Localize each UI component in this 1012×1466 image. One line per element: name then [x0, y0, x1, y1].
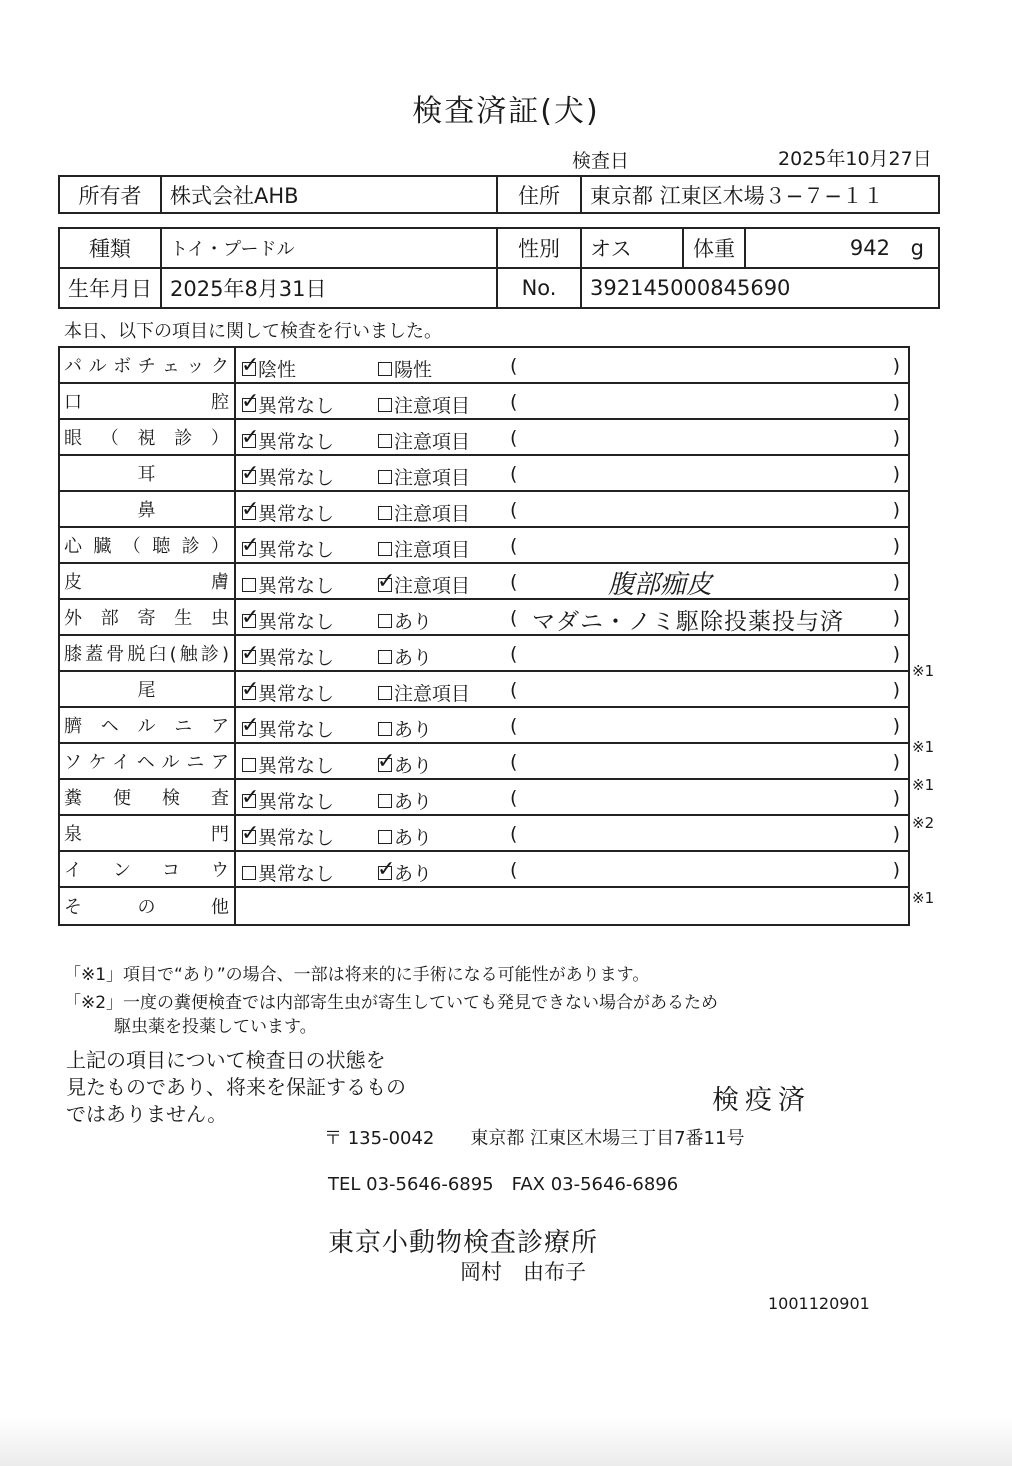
owner-value: 株式会社AHB: [161, 176, 497, 213]
birth-label: 生年月日: [59, 268, 161, 308]
pet-table: [58, 227, 940, 309]
check-table: [58, 346, 910, 926]
paren-open: (: [510, 499, 518, 521]
checkmark-icon: ✓: [241, 533, 260, 558]
option-1[interactable]: [242, 499, 334, 526]
check-row: [59, 743, 909, 779]
checkmark-icon: ✓: [241, 677, 260, 702]
checkbox-icon[interactable]: [241, 425, 260, 450]
quarantine-stamp: 検疫済: [712, 1085, 811, 1116]
paren-open: (: [510, 463, 518, 485]
option-1-label: 異常なし: [258, 863, 335, 885]
paren-open: (: [510, 607, 518, 629]
other-label: その他: [59, 887, 235, 925]
checkbox-icon[interactable]: [241, 533, 260, 558]
check-item-label: インコウ: [59, 851, 235, 887]
check-row: [59, 419, 909, 455]
check-result: [235, 419, 909, 455]
paren-open: (: [510, 355, 518, 377]
checkbox-icon[interactable]: [241, 353, 260, 378]
option-2[interactable]: [378, 751, 432, 778]
checkmark-icon: ✓: [241, 497, 260, 522]
weight-label: 体重: [683, 228, 745, 268]
check-item-label: 心臓（聴診）: [59, 527, 235, 563]
checkbox-icon[interactable]: [241, 641, 260, 666]
option-2[interactable]: [378, 643, 432, 670]
paren-open: (: [510, 679, 518, 701]
checkbox-icon[interactable]: [241, 389, 260, 414]
checkbox-icon[interactable]: [378, 650, 392, 664]
footnote-2: 「※2」一度の糞便検査では内部寄生虫が寄生していても発見できない場合があるため: [64, 993, 719, 1013]
paren-open: (: [510, 391, 518, 413]
check-item-label: 膝蓋骨脱臼(触診): [59, 635, 235, 671]
check-result: [235, 383, 909, 419]
checkmark-icon: ✓: [241, 389, 260, 414]
checkmark-icon: ✓: [377, 749, 396, 774]
option-1-label: 異常なし: [258, 611, 335, 633]
option-2-label: あり: [394, 863, 433, 885]
check-item-label: パルボチェック: [59, 347, 235, 383]
checkbox-icon[interactable]: [241, 461, 260, 486]
paren-close: ): [892, 859, 900, 881]
checkmark-icon: ✓: [241, 353, 260, 378]
option-1[interactable]: [242, 643, 334, 670]
check-row: [59, 347, 909, 383]
document-title: 検査済証(犬): [412, 94, 600, 129]
declaration-line-2: 見たものであり、将来を保証するもの: [66, 1075, 406, 1099]
option-1[interactable]: [242, 859, 334, 886]
check-row: [59, 851, 909, 887]
paren-open: (: [510, 787, 518, 809]
paren-close: ): [892, 391, 900, 413]
paren-open: (: [510, 715, 518, 737]
paren-close: ): [892, 787, 900, 809]
option-2-label: 注意項目: [394, 575, 471, 597]
paren-close: ): [892, 607, 900, 629]
paren-open: (: [510, 859, 518, 881]
checkbox-icon[interactable]: [378, 542, 392, 556]
option-1-label: 異常なし: [258, 719, 335, 741]
checkbox-icon[interactable]: [241, 497, 260, 522]
option-2-label: あり: [394, 647, 433, 669]
paren-close: ): [892, 643, 900, 665]
paren-close: ): [892, 355, 900, 377]
option-1-label: 陰性: [258, 359, 297, 381]
check-result: [235, 743, 909, 779]
checkbox-icon[interactable]: [378, 398, 392, 412]
option-2[interactable]: [378, 715, 432, 742]
checkmark-icon: ✓: [241, 425, 260, 450]
option-2-label: あり: [394, 827, 433, 849]
vet-name: 岡村 由布子: [460, 1260, 586, 1284]
footnote-1: 「※1」項目で“あり”の場合、一部は将来的に手術になる可能性があります。: [64, 965, 650, 985]
declaration-line-3: ではありません。: [66, 1102, 228, 1126]
checkmark-icon: ✓: [241, 605, 260, 630]
paren-close: ): [892, 427, 900, 449]
option-1-label: 異常なし: [258, 683, 335, 705]
option-2[interactable]: [378, 859, 432, 886]
check-result: [235, 815, 909, 851]
address-label: 住所: [497, 176, 581, 213]
checkbox-icon[interactable]: [377, 749, 396, 774]
option-1-label: 異常なし: [258, 539, 335, 561]
checkmark-icon: ✓: [241, 713, 260, 738]
check-result: [235, 347, 909, 383]
check-item-label: 臍ヘルニア: [59, 707, 235, 743]
option-2[interactable]: [378, 607, 432, 634]
checkbox-icon[interactable]: [242, 866, 256, 880]
check-result: [235, 455, 909, 491]
check-item-label: 耳: [59, 455, 235, 491]
checkbox-icon[interactable]: [377, 569, 396, 594]
paren-close: ): [892, 823, 900, 845]
check-result: [235, 671, 909, 707]
no-label: No.: [497, 268, 581, 308]
checkbox-icon[interactable]: [378, 686, 392, 700]
option-2[interactable]: [378, 823, 432, 850]
checkmark-icon: ✓: [241, 461, 260, 486]
option-1-label: 異常なし: [258, 755, 335, 777]
check-result: [235, 491, 909, 527]
result-note: 腹部痂皮: [608, 570, 713, 599]
check-result: [235, 779, 909, 815]
checkbox-icon[interactable]: [378, 614, 392, 628]
checkbox-icon[interactable]: [378, 362, 392, 376]
clinic-address: 〒 135-0042 東京都 江東区木場三丁目7番11号: [324, 1128, 745, 1149]
option-1[interactable]: [242, 463, 334, 490]
check-item-label: 糞便検査: [59, 779, 235, 815]
footnote-mark: ※1: [912, 775, 935, 794]
check-row: [59, 455, 909, 491]
option-1-label: 異常なし: [258, 467, 335, 489]
weight-cell: [745, 228, 939, 268]
check-row: [59, 635, 909, 671]
paren-open: (: [510, 643, 518, 665]
paren-open: (: [510, 823, 518, 845]
option-2-label: 注意項目: [394, 467, 471, 489]
checkbox-icon[interactable]: [241, 821, 260, 846]
check-row: [59, 563, 909, 599]
option-2[interactable]: [378, 391, 470, 418]
birth-value: 2025年8月31日: [161, 268, 497, 308]
checkbox-icon[interactable]: [242, 578, 256, 592]
option-2-label: あり: [394, 611, 433, 633]
option-2[interactable]: [378, 571, 470, 598]
type-value: トイ・プードル: [161, 228, 497, 268]
check-row: [59, 491, 909, 527]
check-result: [235, 635, 909, 671]
paren-close: ): [892, 571, 900, 593]
check-row: [59, 527, 909, 563]
option-1-label: 異常なし: [258, 791, 335, 813]
check-row: [59, 815, 909, 851]
check-item-label: 外部寄生虫: [59, 599, 235, 635]
option-1-label: 異常なし: [258, 395, 335, 417]
option-2[interactable]: [378, 787, 432, 814]
checkbox-icon[interactable]: [378, 506, 392, 520]
other-value: [235, 887, 909, 925]
weight-value: 942: [849, 236, 890, 260]
paren-close: ): [892, 535, 900, 557]
check-row: [59, 707, 909, 743]
sex-label: 性別: [497, 228, 581, 268]
footnote-mark: ※1: [912, 738, 935, 756]
option-2-label: 注意項目: [394, 683, 471, 705]
intro-text: 本日、以下の項目に関して検査を行いました。: [64, 321, 442, 342]
option-1[interactable]: [242, 427, 334, 454]
clinic-phone: TEL 03-5646-6895 FAX 03-5646-6896: [328, 1174, 679, 1195]
check-item-label: 口腔: [59, 383, 235, 419]
paren-open: (: [510, 427, 518, 449]
weight-unit: g: [910, 236, 924, 260]
option-1-label: 異常なし: [258, 827, 335, 849]
option-1[interactable]: [242, 607, 334, 634]
paren-close: ): [892, 751, 900, 773]
paren-close: ): [892, 499, 900, 521]
option-2-label: 注意項目: [394, 503, 471, 525]
option-1[interactable]: [242, 535, 334, 562]
option-1[interactable]: [242, 751, 334, 778]
sex-value: オス: [581, 228, 683, 268]
check-row: [59, 779, 909, 815]
address-value: 東京都 江東区木場３−７−１１: [581, 176, 939, 213]
option-1-label: 異常なし: [258, 647, 335, 669]
checkmark-icon: ✓: [377, 569, 396, 594]
checkmark-icon: ✓: [241, 821, 260, 846]
checkbox-icon[interactable]: [241, 713, 260, 738]
footnote-mark: ※1: [912, 889, 935, 908]
option-2[interactable]: [378, 463, 470, 490]
checkmark-icon: ✓: [241, 641, 260, 666]
option-1[interactable]: [242, 355, 296, 382]
footnote-mark: ※2: [912, 813, 935, 832]
option-1[interactable]: [242, 679, 334, 706]
owner-label: 所有者: [59, 176, 161, 213]
checkmark-icon: ✓: [377, 857, 396, 882]
option-1[interactable]: [242, 787, 334, 814]
paren-close: ): [892, 679, 900, 701]
checkbox-icon[interactable]: [241, 605, 260, 630]
check-item-label: 鼻: [59, 491, 235, 527]
option-2[interactable]: [378, 535, 470, 562]
option-1-label: 異常なし: [258, 503, 335, 525]
option-2-label: あり: [394, 791, 433, 813]
check-result: [235, 707, 909, 743]
option-1-label: 異常なし: [258, 575, 335, 597]
checkbox-icon[interactable]: [378, 794, 392, 808]
check-item-label: ソケイヘルニア: [59, 743, 235, 779]
option-1[interactable]: [242, 823, 334, 850]
checkbox-icon[interactable]: [378, 434, 392, 448]
option-2-label: 注意項目: [394, 431, 471, 453]
check-row: [59, 383, 909, 419]
checkbox-icon[interactable]: [378, 722, 392, 736]
option-1-label: 異常なし: [258, 431, 335, 453]
exam-date-label: 検査日: [572, 150, 630, 172]
paren-close: ): [892, 715, 900, 737]
paren-open: (: [510, 751, 518, 773]
check-result: [235, 563, 909, 599]
document-code: 1001120901: [768, 1294, 870, 1313]
result-note: マダニ・ノミ駆除投薬投与済: [532, 609, 844, 635]
clinic-name: 東京小動物検査診療所: [328, 1228, 599, 1258]
option-2[interactable]: [378, 427, 470, 454]
checkbox-icon[interactable]: [377, 857, 396, 882]
checkbox-icon[interactable]: [241, 785, 260, 810]
checkbox-icon[interactable]: [378, 830, 392, 844]
declaration-line-1: 上記の項目について検査日の状態を: [66, 1048, 386, 1072]
checkbox-icon[interactable]: [241, 677, 260, 702]
checkmark-icon: ✓: [241, 785, 260, 810]
scan-shadow: [0, 1416, 1012, 1466]
option-2[interactable]: [378, 499, 470, 526]
check-item-label: 泉門: [59, 815, 235, 851]
checkbox-icon[interactable]: [242, 758, 256, 772]
option-2-label: あり: [394, 755, 433, 777]
check-item-label: 眼（視診）: [59, 419, 235, 455]
option-2-label: 注意項目: [394, 539, 471, 561]
check-item-label: 皮膚: [59, 563, 235, 599]
check-result: [235, 527, 909, 563]
paren-close: ): [892, 463, 900, 485]
option-1[interactable]: [242, 715, 334, 742]
exam-date-value: 2025年10月27日: [778, 148, 932, 170]
check-result: [235, 851, 909, 887]
footnote-2-cont: 駆虫薬を投薬しています。: [114, 1017, 317, 1037]
paren-open: (: [510, 535, 518, 557]
option-2-label: 陽性: [394, 359, 433, 381]
check-item-label: 尾: [59, 671, 235, 707]
check-result: [235, 599, 909, 635]
option-1[interactable]: [242, 391, 334, 418]
option-2-label: 注意項目: [394, 395, 471, 417]
paren-open: (: [510, 571, 518, 593]
owner-table: [58, 175, 940, 214]
check-row: [59, 599, 909, 635]
option-2[interactable]: [378, 355, 432, 382]
no-value: 392145000845690: [581, 268, 939, 308]
option-2[interactable]: [378, 679, 470, 706]
check-row: [59, 671, 909, 707]
option-1[interactable]: [242, 571, 334, 598]
footnote-mark: ※1: [912, 662, 935, 681]
type-label: 種類: [59, 228, 161, 268]
checkbox-icon[interactable]: [378, 470, 392, 484]
option-2-label: あり: [394, 719, 433, 741]
